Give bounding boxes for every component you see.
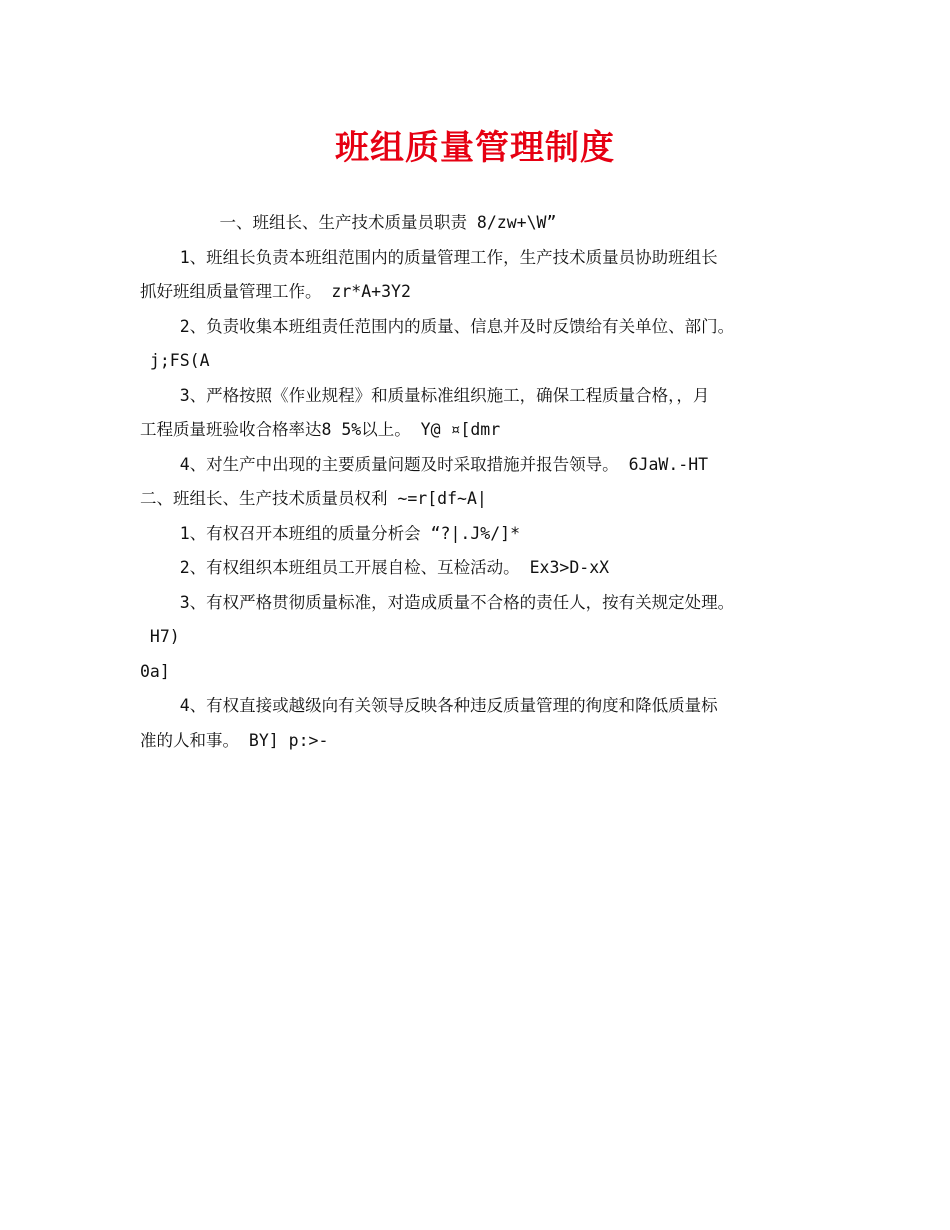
body-line: 抓好班组质量管理工作。 zr*A+3Y2 (140, 282, 411, 301)
body-line: 准的人和事。 BY] p:>- (140, 730, 329, 750)
body-line: 0a] (140, 661, 170, 681)
document-title: 班组质量管理制度 (335, 128, 615, 168)
body-line: 二、班组长、生产技术质量员权利 ~=r[df~A| (140, 489, 487, 508)
body-line: H7) (140, 627, 180, 646)
body-line: 一、班组长、生产技术质量员职责 8/zw+\W” (140, 213, 557, 232)
body-line: 2、有权组织本班组员工开展自检、互检活动。 Ex3>D-xX (140, 558, 610, 577)
body-line: 3、有权严格贯彻质量标准，对造成质量不合格的责任人，按有关规定处理。 (140, 592, 735, 612)
body-line: 1、有权召开本班组的质量分析会 “?|.J%/]* (140, 523, 521, 543)
body-line: 4、对生产中出现的主要质量问题及时采取措施并报告领导。 6JaW.-HT (140, 454, 709, 474)
body-line: 工程质量班验收合格率达8 5%以上。 Y@ ¤[dmr (140, 420, 501, 439)
body-line: 1、班组长负责本班组范围内的质量管理工作，生产技术质量员协助班组长 (140, 247, 718, 267)
body-line: 2、负责收集本班组责任范围内的质量、信息并及时反馈给有关单位、部门。 (140, 316, 735, 336)
body-line: 4、有权直接或越级向有关领导反映各种违反质量管理的徇度和降低质量标 (140, 696, 718, 715)
body-line: 3、严格按照《作业规程》和质量标准组织施工，确保工程质量合格，，月 (140, 385, 710, 405)
document-body (140, 206, 820, 758)
body-line: j;FS(A (140, 351, 210, 370)
